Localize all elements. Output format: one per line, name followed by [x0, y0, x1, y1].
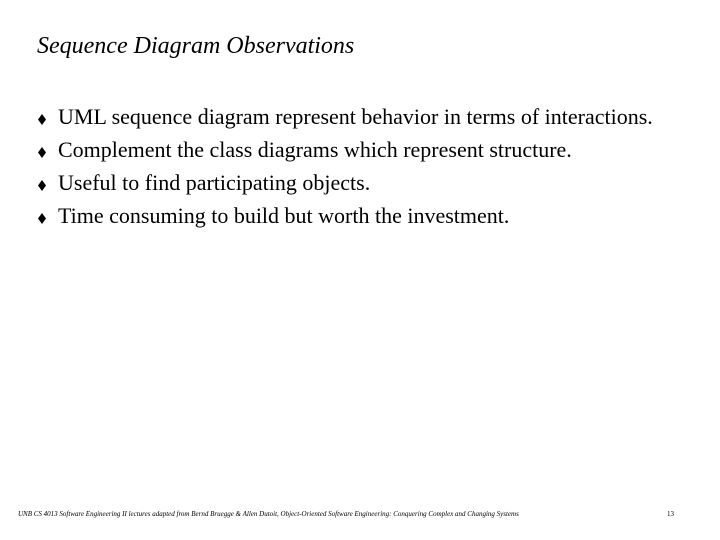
bullet-item [0, 137, 668, 163]
diamond-bullet-icon [38, 114, 46, 125]
bullet-item [0, 104, 668, 130]
bullet-text: Time consuming to build but worth the investment. [58, 203, 510, 228]
diamond-bullet-icon [38, 147, 46, 158]
bullet-item [0, 170, 668, 196]
page-number: 13 [667, 510, 674, 518]
bullet-list [0, 104, 720, 236]
footer-credit: UNB CS 4013 Software Engineering II lectures adapted from Bernd Bruegge & Allen Dutoit, Object-Oriented Software Engineering: Conquering Complex and Changing Systems [18, 510, 519, 518]
bullet-text: Complement the class diagrams which represent structure. [58, 137, 572, 162]
bullet-text: Useful to find participating objects. [58, 170, 371, 195]
bullet-item [0, 203, 668, 229]
diamond-bullet-icon [38, 213, 46, 224]
slide-title: Sequence Diagram Observations [37, 33, 355, 59]
bullet-text: UML sequence diagram represent behavior in terms of interactions. [58, 104, 653, 129]
diamond-bullet-icon [38, 180, 46, 191]
